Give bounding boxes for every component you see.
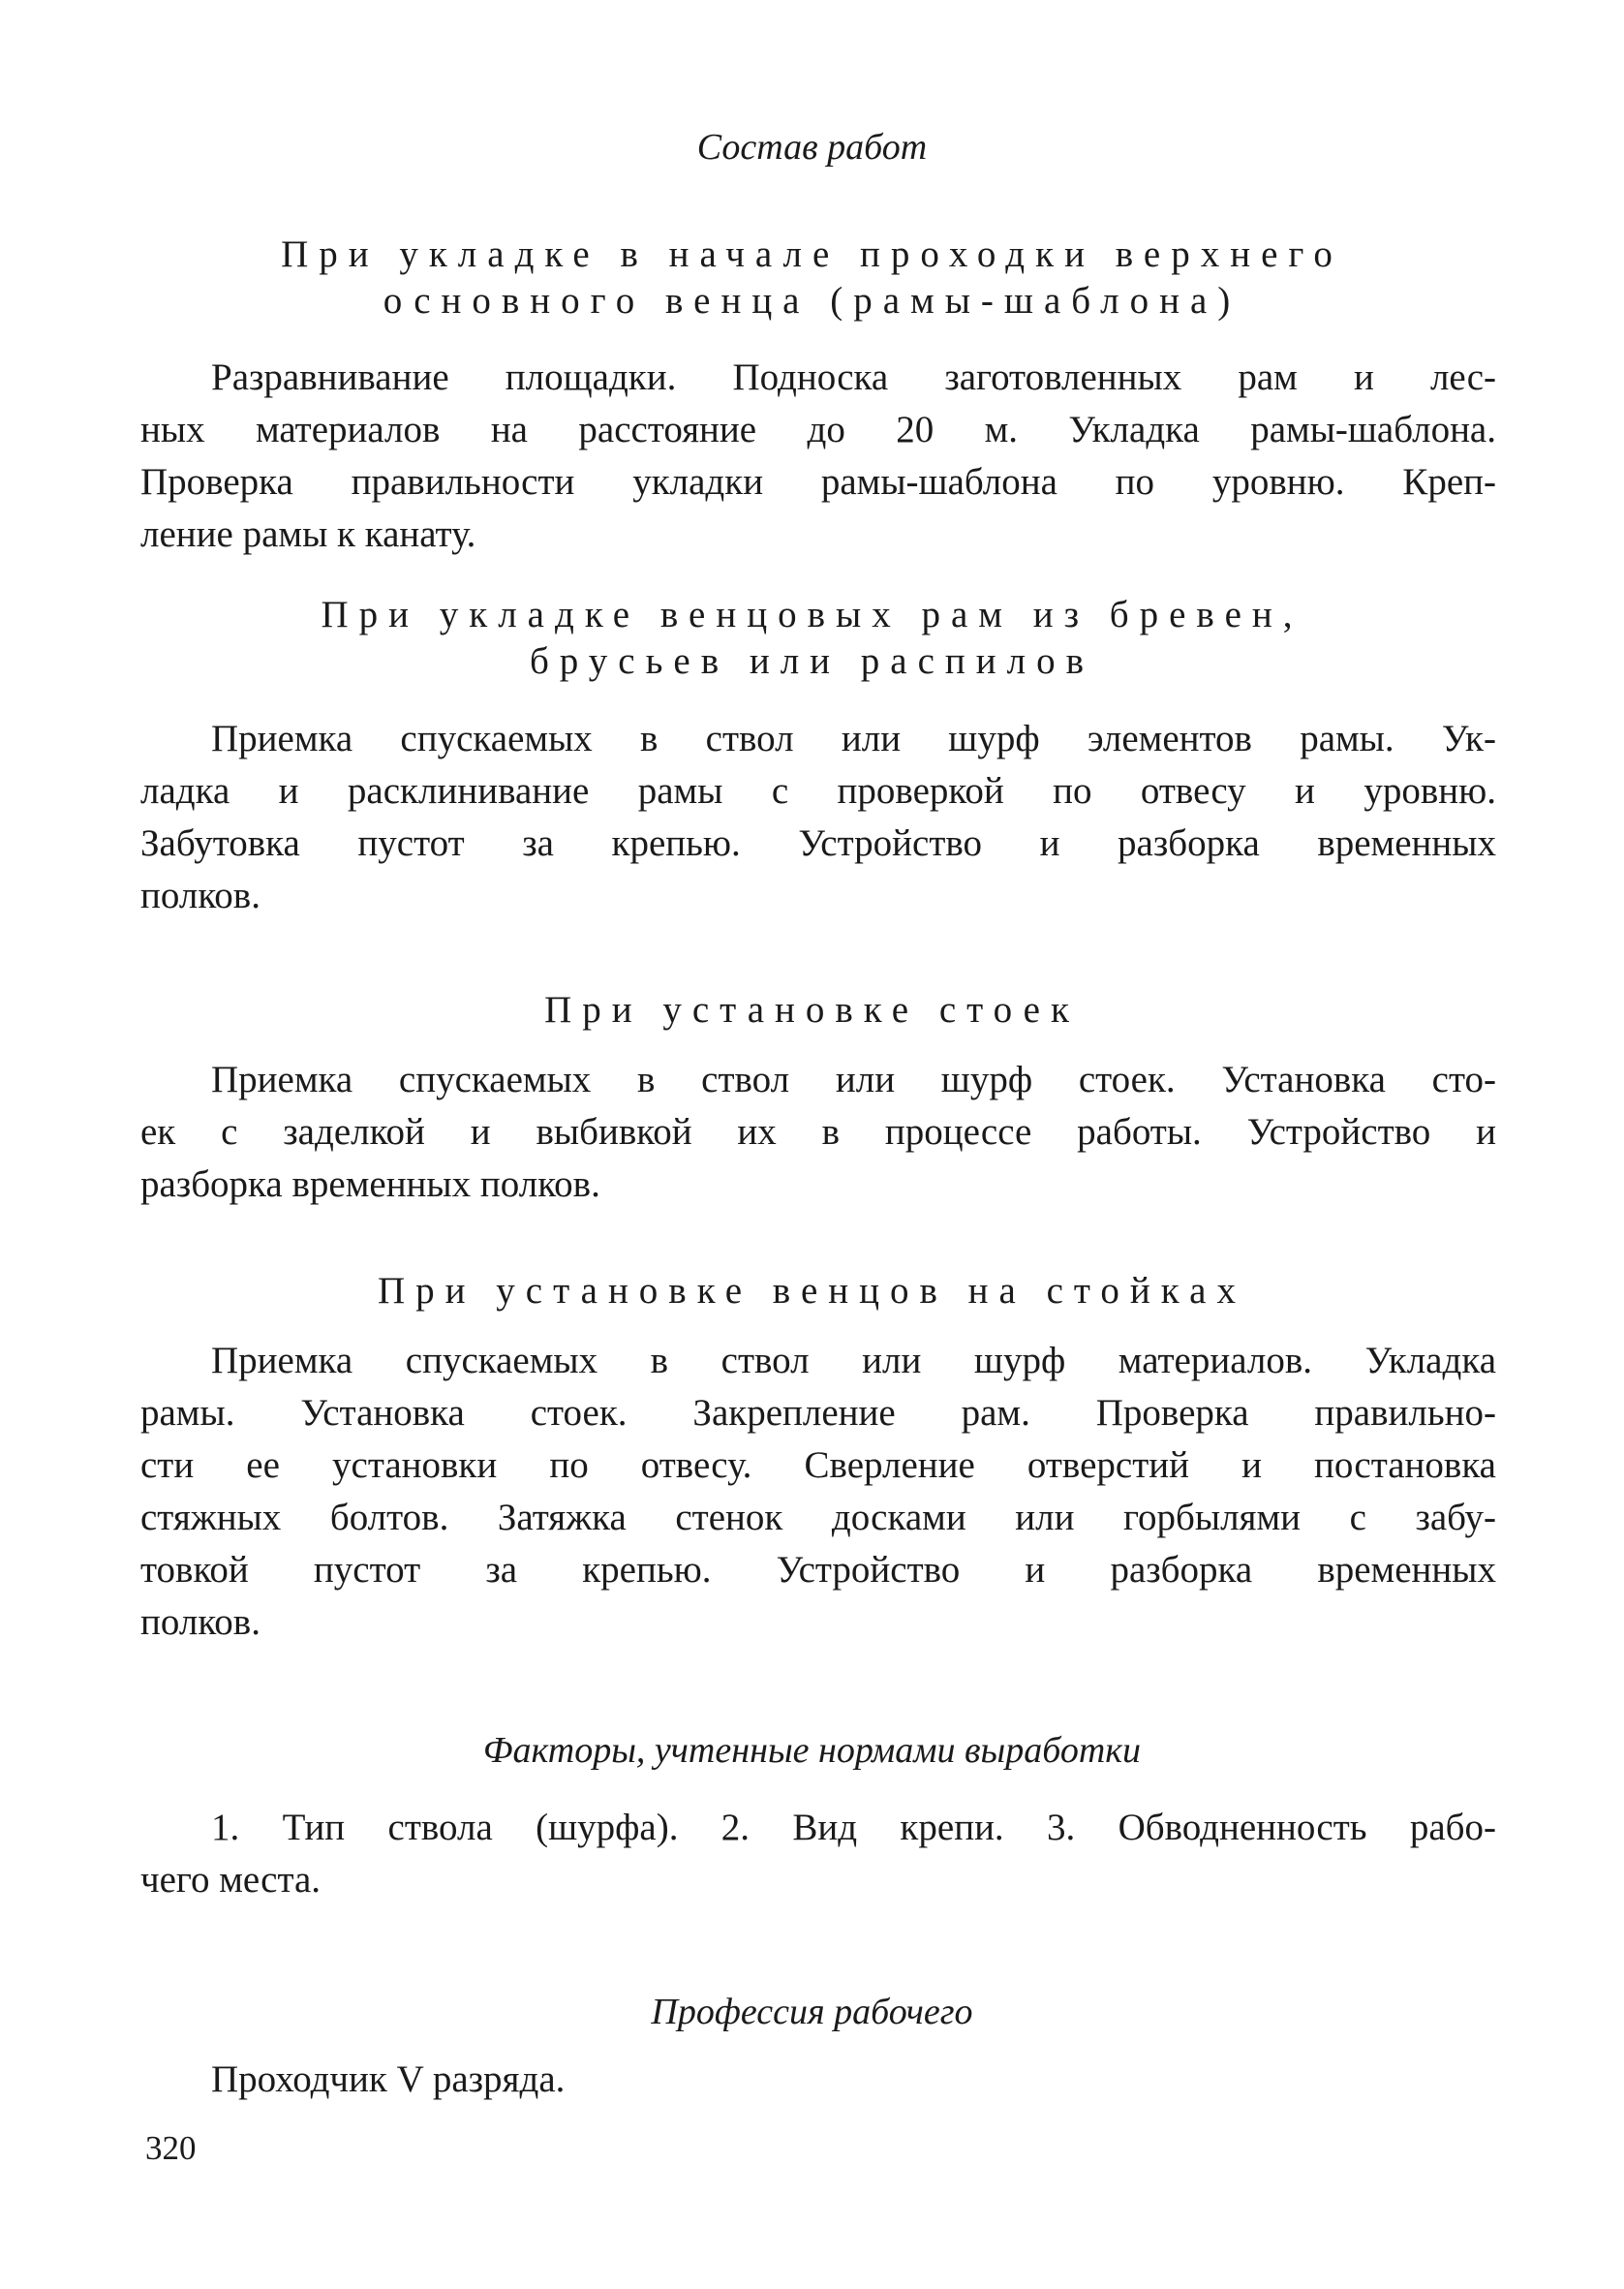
text-line: ек с заделкой и выбивкой их в процессе работы. Устройство и <box>140 1111 1496 1153</box>
section-text <box>140 1054 1496 1211</box>
section-heading: брусьев или распилов <box>529 640 1095 682</box>
text-line: 1. Тип ствола (шурфа). 2. Вид крепи. 3. Обводненность рабо- <box>211 1807 1496 1848</box>
section-text <box>140 1335 1496 1649</box>
text-line: ладка и расклинивание рамы с проверкой по отвесу и уровню. <box>140 770 1496 812</box>
text-line: Приемка спускаемых в ствол или шурф элементов рамы. Ук- <box>211 718 1496 759</box>
text-line: товкой пустот за крепью. Устройство и разборка временных <box>140 1549 1496 1591</box>
text-line: рамы. Установка стоек. Закрепление рам. Проверка правильно- <box>140 1392 1496 1434</box>
section-text <box>140 352 1496 561</box>
text-line: полков. <box>140 875 260 916</box>
text-line: Приемка спускаемых в ствол или шурф материалов. Укладка <box>211 1340 1496 1381</box>
text-line: ных материалов на расстояние до 20 м. Укладка рамы-шаблона. <box>140 409 1496 450</box>
text-line: Проходчик V разряда. <box>211 2058 566 2100</box>
factors-text <box>140 1802 1496 1906</box>
text-line: Забутовка пустот за крепью. Устройство и разборка временных <box>140 822 1496 864</box>
section-text <box>140 713 1496 922</box>
text-line: сти ее установки по отвесу. Сверление отверстий и постановка <box>140 1444 1496 1486</box>
text-line: Проверка правильности укладки рамы-шаблона по уровню. Креп- <box>140 461 1496 503</box>
text-line: полков. <box>140 1601 260 1643</box>
profession-text <box>140 2054 1496 2106</box>
text-line: Приемка спускаемых в ствол или шурф стоек. Установка сто- <box>211 1059 1496 1100</box>
page-number: 320 <box>145 2129 197 2167</box>
profession-heading: Профессия рабочего <box>651 1992 973 2032</box>
section-heading: При укладке венцовых рам из бревен, <box>321 594 1303 635</box>
factors-heading: Факторы, учтенные нормами выработки <box>482 1730 1142 1771</box>
text-line: Разравнивание площадки. Подноска заготовленных рам и лес- <box>211 356 1496 398</box>
section-heading: При установке венцов на стойках <box>378 1270 1246 1312</box>
text-line: разборка временных полков. <box>140 1163 600 1205</box>
text-line: стяжных болтов. Затяжка стенок досками или горбылями с забу- <box>140 1497 1496 1538</box>
section-heading: основного венца (рамы-шаблона) <box>383 280 1241 322</box>
page-title: Состав работ <box>696 127 928 168</box>
section-heading: При установке стоек <box>544 989 1080 1031</box>
text-line: чего места. <box>140 1859 322 1901</box>
text-line: ление рамы к канату. <box>140 513 476 555</box>
section-heading: При укладке в начале проходки верхнего <box>281 233 1343 275</box>
